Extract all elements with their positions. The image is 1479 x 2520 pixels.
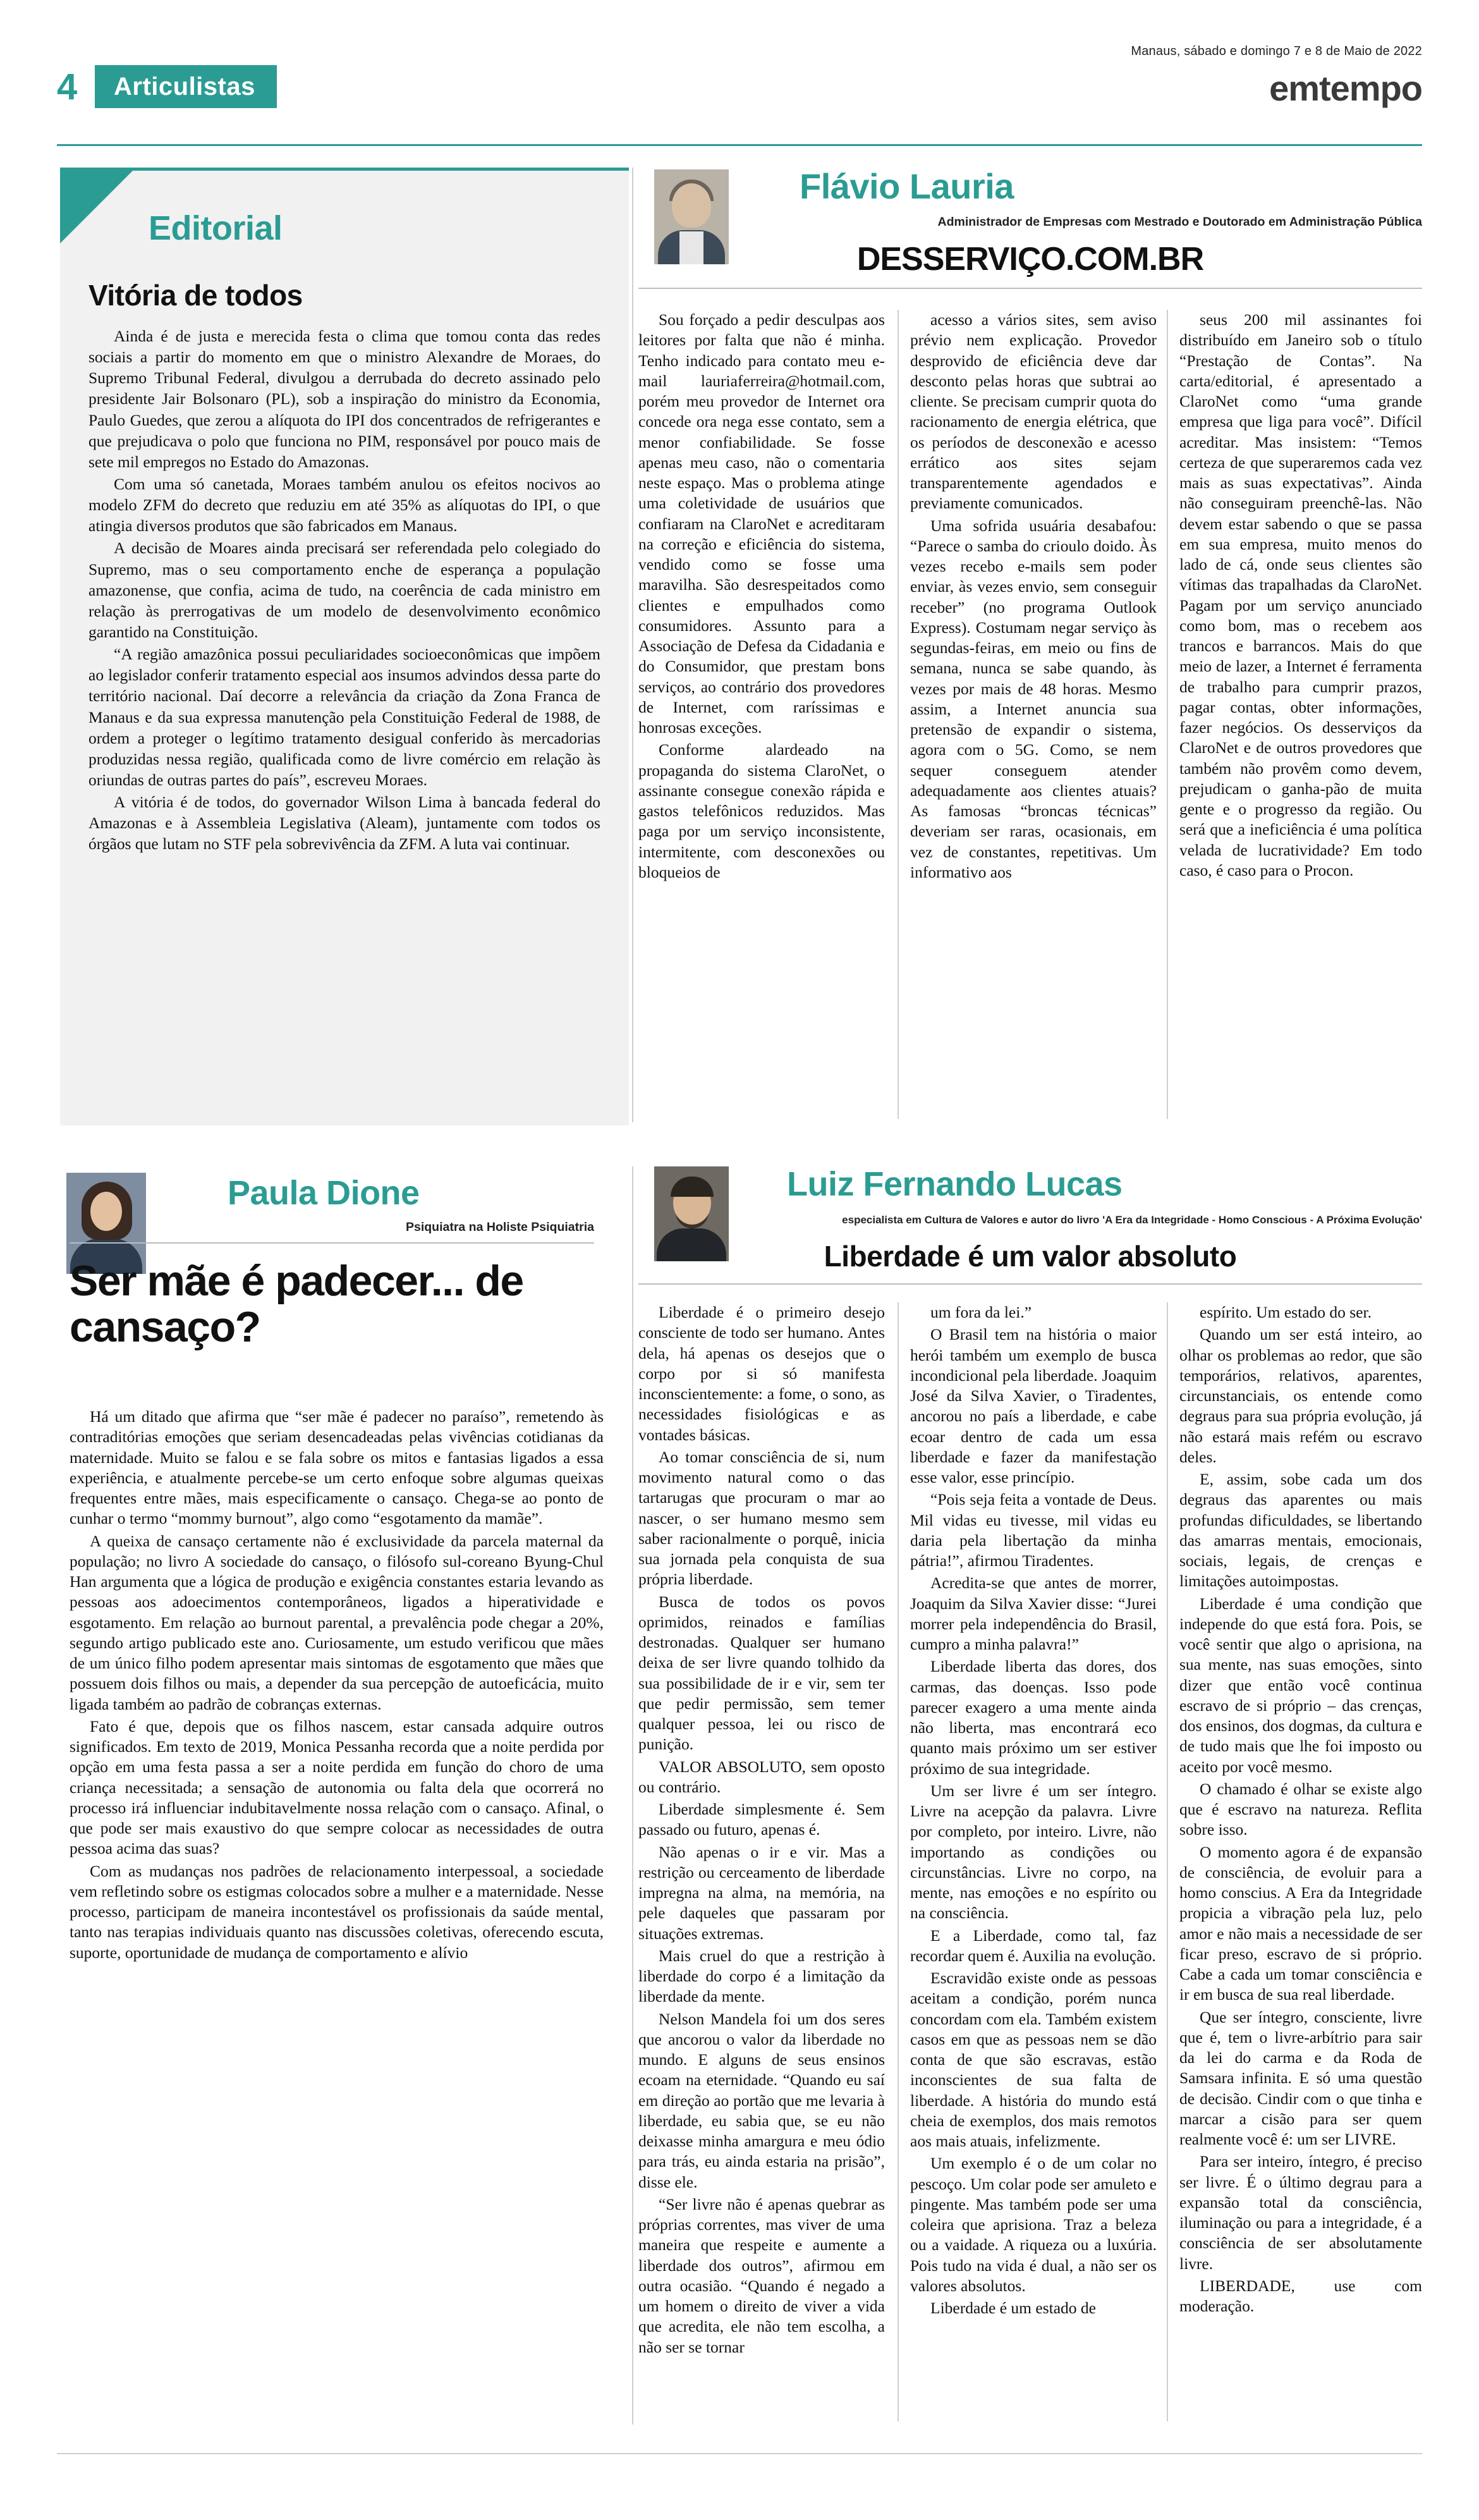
article-rule [638,288,1422,289]
paragraph: A decisão de Moares ainda precisará ser referendada pelo colegiado do Supremo, mas o seu comportamento enche de esperança a população amazonense, que confia, acima de tudo, na coerência de cada ministro em relação às prerrogativas de um modelo de desenvolvimento econômico garantido na Constituição. [88,539,600,641]
paragraph: “A região amazônica possui peculiaridades socioeconômicas que impõem ao legislador conferir tratamento especial aos insumos advindos dessa parte do território nacional. Daí decorre a relevância da criação da Zona Franca de Manaus e da sua expressa manutenção pela Constituição Federal de 1988, de ordem a proteger o legítimo tratamento desigual conferido às mercadorias produzidas nessa região, qualificada como de livre comércio em relação às oriundas de outras partes do país”, escreveu Moraes. [88,645,600,789]
paragraph: Busca de todos os povos oprimidos, reinados e famílias destronadas. Qualquer ser humano deixa de ser livre quando tolhido da sua possibilidade de ir e vir, sem ter que pedir permissão, sem temer qualquer pessoa, lei ou risco de punição. [638,1592,885,1754]
article-headline-paula: Ser mãe é padecer... de cansaço? [70,1257,523,1352]
paragraph: Quando um ser está inteiro, ao olhar os problemas ao redor, que são temporários, relativos, aparentes, circunstanciais, os entende como degraus para sua própria evolução, já não estará mais refém ou escravo deles. [1179,1325,1422,1466]
paragraph: Escravidão existe onde as pessoas aceitam a condição, porém nunca concordam com ela. Também existem casos em que as pessoas nem se dão conta de que são escravas, estão inconscientes de sua falta de liberdade. A história do mundo está cheia de exemplos, dos mais remotos aos mais atuais, infelizmente. [910,1969,1157,2150]
editorial-label: Editorial [149,209,283,247]
paragraph: Não apenas o ir e vir. Mas a restrição ou cerceamento de liberdade impregna na alma, na memória, na pele daqueles que passaram por situações extremas. [638,1842,885,1943]
article-body-paula [70,1407,604,1965]
paragraph: Sou forçado a pedir desculpas aos leitores por falta que não é minha. Tenho indicado para contato meu e-mail lauriaferreira@hotmail.com, porém meu provedor de Internet ora concede ora nega esse contato, sem a menor confiabilidade. Se fosse apenas meu caso, não o comentaria neste espaço. Mas o problema atinge uma coletividade de usuários que confiaram na ClaroNet e acreditaram na correção e eficiência do sistema, vendido como se fosse uma maravilha. São desrespeitados como clientes e empulhados como consumidores. Assunto para a Associação de Defesa da Cidadania e do Consumidor, que prestam bons serviços, ao contrário dos provedores de Internet, com raríssimas e honrosas exceções. [638,310,885,737]
paragraph: O momento agora é de expansão de consciência, de evoluir para a homo conscius. A Era da Integridade propicia a vibração pela luz, pelo amor e não mais a necessidade de ser ficar preso, escravo de si próprio. Cabe a cada um tomar consciência e ir em busca de sua real liberdade. [1179,1842,1422,2004]
paragraph: um fora da lei.” [930,1303,1032,1321]
paragraph: Com as mudanças nos padrões de relacionamento interpessoal, a sociedade vem refletindo sobre os estigmas colocados sobre a mulher e a maternidade. Nesse processo, participam de maneira incontestável os profissionais da saúde mental, tanto nas terapias individuais quanto nas discussões coletivas, oferecendo escuta, suporte, oportunidade de mudança de comportamento e alívio [70,1861,604,1962]
author-role-flavio: Administrador de Empresas com Mestrado e Doutorado em Administração Pública [937,215,1422,229]
editorial-headline: Vitória de todos [88,279,303,312]
paragraph: Liberdade liberta das dores, dos carmas, das doenças. Isso pode parecer exagero a uma mente ainda não liberta, mas encontrará eco quanto mais próximo um ser estiver próximo de sua integridade. [910,1657,1157,1778]
page-bottom-divider [57,2453,1422,2454]
section-tab: Articulistas [95,65,277,108]
paragraph: A queixa de cansaço certamente não é exclusividade da parcela maternal da população; no livro A sociedade do cansaço, o filósofo sul-coreano Byung-Chul Han argumenta que a lógica de produção e exigência constantes estaria levando as pessoas aos adoecimentos contemporâneos, ligados a hiperatividade e esgotamento. Em relação ao burnout parental, a prevalência pode chegar a 20%, segundo artigo publicado este ano. Curiosamente, um estudo verificou que mães de um único filho podem apresentar mais sintomas de esgotamento que mães que possuem dois filhos ou mais, a depender da sua percepção de autoeficácia, muito ligada também ao padrão de cobranças externas. [70,1531,604,1713]
column-divider [632,1166,633,2425]
paragraph: Liberdade é uma condição que independe do que está fora. Pois, se você sentir que algo o aprisiona, na sua mente, nas suas emoções, sinto dizer que então você continua escravo de si próprio – das crenças, dos ensinos, dos dogmas, da cultura e de tudo mais que lhe foi imposto ou aceito por você mesmo. [1179,1594,1422,1776]
article-column-3-luiz [1179,1302,1422,2318]
paragraph: Um ser livre é um ser íntegro. Livre na acepção da palavra. Livre por completo, por inteiro. Livre, não importando as condições ou circunstâncias. Livre no corpo, na mente, nas emoções e no espírito ou na consciência. [910,1781,1157,1923]
paragraph: O chamado é olhar se existe algo que é escravo na natureza. Reflita sobre isso. [1179,1779,1422,1839]
paragraph: acesso a vários sites, sem aviso prévio nem explicação. Provedor desprovido de eficiência deve dar desconto pelas horas que subtrai ao cliente. Se precisam cumprir quota do racionamento de energia elétrica, que os períodos de desconexão e acesso errático aos sites sejam transparentemente agendados e previamente comunicados. [910,310,1157,513]
article-column-1 [638,310,885,884]
paragraph: Uma sofrida usuária desabafou: “Parece o samba do crioulo doido. Às vezes recebo e-mails sem poder enviar, às vezes envio, sem conseguir receber” (no programa Outlook Express). Costumam negar serviço às segundas-feiras, em meio ou fins de semana, nunca se sabe quando, às vezes por mais de 48 horas. Mesmo assim, a Internet anuncia sua pretensão de expandir o sistema, agora com o 5G. Como, se nem sequer conseguem atender adequadamente aos clientes atuais? As famosas “broncas técnicas” deveriam ser raras, ocasionais, em vez de constantes, repetitivas. Um informativo aos [910,516,1157,881]
article-headline-luiz: Liberdade é um valor absoluto [824,1240,1237,1273]
author-role-paula: Psiquiatra na Holiste Psiquiatria [405,1220,594,1234]
author-name-flavio: Flávio Lauria [800,166,1014,206]
author-name-luiz: Luiz Fernando Lucas [787,1165,1123,1203]
masthead [57,44,1422,114]
article-column-2-luiz [910,1302,1157,2320]
paragraph: O Brasil tem na história o maior herói também um exemplo de busca incondicional pela liberdade. Joaquim José da Silva Xavier, o Tiradentes, ancorou no país a liberdade, e cabe ecoar dentro de cada um essa liberdade e fazer da manifestação esse valor, esse princípio. [910,1325,1157,1486]
paragraph: Conforme alardeado na propaganda do sistema ClaroNet, o assinante consegue conexão rápida e gastos telefônicos reduzidos. Mas paga por um serviço inconsistente, intermitente, com desconexões ou bloqueios de [638,740,885,881]
paragraph: Ao tomar consciência de si, num movimento natural como o das tartarugas que procuram o mar ao nascer, o ser humano mesmo sem saber racionalmente o porquê, inicia sua jornada pela conquista de sua própria liberdade. [638,1447,885,1589]
paragraph: Nelson Mandela foi um dos seres que ancorou o valor da liberdade no mundo. E alguns de seus ensinos ecoam na eternidade. “Quando eu saí em direção ao portão que me levaria à liberdade, eu sabia que, se eu não deixasse minha amargura e meu ódio para trás, eu ainda estaria na prisão”, disse ele. [638,2009,885,2191]
paragraph: Com uma só canetada, Moraes também anulou os efeitos nocivos ao modelo ZFM do decreto que reduziu em até 35% as alíquotas do IPI, o que atingia diversos produtos que são fabricados em Manaus. [88,474,600,535]
paragraph: Um exemplo é o de um colar no pescoço. Um colar pode ser amuleto e pingente. Mas também pode ser uma coleira que aprisiona. Traz a beleza ou a vaidade. A riqueza ou a luxúria. Pois tudo na vida é dual, a não ser os valores absolutos. [910,2154,1157,2295]
paragraph: E a Liberdade, como tal, faz recordar quem é. Auxilia na evolução. [910,1926,1157,1965]
article-headline-flavio: DESSERVIÇO.COM.BR [856,241,1204,278]
paragraph: Liberdade simplesmente é. Sem passado ou futuro, apenas é. [638,1800,885,1839]
paragraph: Liberdade é o primeiro desejo consciente de todo ser humano. Antes dela, há apenas os desejos que o corpo por si só manifesta inconscientemente: a fome, o sono, as necessidades fisiológicas e as vontades básicas. [638,1303,885,1444]
paragraph: seus 200 mil assinantes foi distribuído em Janeiro sob o título “Prestação de Contas”. Na carta/editorial, é apresentado a ClaroNet como “uma grande empresa que liga para você”. Difícil acreditar. Mas insistem: “Temos certeza de que superaremos cada vez mais as suas expectativas”. Ainda não conseguiram preenchê-las. Não devem estar sabendo o que se passa em sua empresa, muito menos do lado de cá, onde seus clientes são vítimas das trapalhadas da ClaroNet. Pagam por um serviço anunciado como bom, mas o recebem aos trancos e barrancos. Mais do que meio de lazer, a Internet é ferramenta de trabalho para cumprir prazos, pagar contas, obter informações, fazer negócios. Os desserviços da ClaroNet e de outros provedores que também não provêm como devem, prejudicam o ganha-pão de muita gente e o progresso da região. Ou será que a ineficiência é uma política velada de lucratividade? Em todo caso, é caso para o Procon. [1179,310,1422,879]
paragraph: espírito. Um estado do ser. [1200,1303,1372,1321]
paragraph: Liberdade é um estado de [930,2299,1096,2317]
brand-logo: emtempo [1269,68,1422,108]
paragraph: A vitória é de todos, do governador Wilson Lima à bancada federal do Amazonas e à Assembleia Legislativa (Aleam), juntamente com todos os órgãos que lutam no STF pela sobrevivência da ZFM. A luta vai continuar. [88,793,600,853]
page-number: 4 [57,66,78,107]
masthead-bar [57,65,1422,114]
paragraph: Fato é que, depois que os filhos nascem, estar cansada adquire outros significados. Em texto de 2019, Monica Pessanha recorda que a noite perdida por opção em uma festa passa a ser a noite perdida em função do choro de uma criança necessitada; a sensação de autonomia ou falta dela que ocorrerá no processo irá influenciar indubitavelmente nossa relação com o cansaço. Afinal, o que pode ser mais exaustivo do que sempre colocar as necessidades de outra pessoa acima das suas? [70,1716,604,1858]
column-divider [632,168,633,1122]
column-divider [1167,1302,1168,2421]
paragraph: LIBERDADE, use com moderação. [1179,2276,1422,2315]
paragraph: VALOR ABSOLUTO, sem oposto ou contrário. [638,1757,885,1796]
editorial-body [88,326,600,856]
paragraph: E, assim, sobe cada um dos degraus das aparentes ou mais profundas dificuldades, se libertando das amarras mentais, emocionais, sociais, legais, de crenças e limitações autoimpostas. [1179,1470,1422,1591]
column-divider [898,310,899,1119]
article-column-2 [910,310,1157,884]
article-rule [638,1283,1422,1285]
paragraph: “Ser livre não é apenas quebrar as próprias correntes, mas viver de uma maneira que respeite e aumente a liberdade dos outros”, afirmou em outra ocasião. “Quando é negado a um homem o direito de viver a vida que acredita, ele não tem escolha, a não ser se tornar [638,2194,885,2356]
author-role-luiz: especialista em Cultura de Valores e autor do livro 'A Era da Integridade - Homo Conscious - A Próxima Evolução' [842,1214,1422,1226]
paragraph: Que ser íntegro, consciente, livre que é, tem o livre-arbítrio para sair da lei do carma e da Roda de Samsara infinita. E só uma questão de decisão. Cindir com o que tinha e marcar a cisão para ser quem realmente você é: um ser LIVRE. [1179,2007,1422,2148]
paragraph: Mais cruel do que a restrição à liberdade do corpo é a limitação da liberdade da mente. [638,1946,885,2006]
paragraph: Há um ditado que afirma que “ser mãe é padecer no paraíso”, remetendo às contraditórias emoções que seriam desencadeadas pelas vivências cotidianas da maternidade. Muito se falou e se fala sobre os mitos e fantasias ligados a essa experiência, e atualmente percebe-se um certo enfoque sobre algumas queixas frequentes entre mães, mais especificamente o cansaço. Chega-se ao ponto de cunhar o termo “mommy burnout”, algo como “esgotamento da mamãe”. [70,1407,604,1528]
column-divider [898,1302,899,2421]
masthead-divider [57,144,1422,146]
article-rule [70,1242,594,1244]
paragraph: Acredita-se que antes de morrer, Joaquim da Silva Xavier disse: “Jurei morrer pela independência do Brasil, cumpro a minha palavra!” [910,1574,1157,1653]
column-divider [1167,310,1168,1119]
issue-date: Manaus, sábado e domingo 7 e 8 de Maio de 2022 [1131,44,1422,58]
paragraph: Para ser inteiro, íntegro, é preciso ser livre. É o último degrau para a expansão total da consciência, iluminação ou para a integridade, é a consciência de ser absolutamente livre. [1179,2152,1422,2273]
paragraph: Ainda é de justa e merecida festa o clima que tomou conta das redes sociais a partir do momento em que o ministro Alexandre de Moraes, do Supremo Tribunal Federal, divulgou a derrubada do decreto assinado pelo presidente Jair Bolsonaro (PL), sob a inspiração do ministro da Economia, Paulo Guedes, que zerou a alíquota do IPI dos concentrados de refrigerantes e que prejudicava o polo que funciona no PIM, responsável por pouco mais de sete mil empregos no Estado do Amazonas. [88,327,600,471]
article-column-3 [1179,310,1422,883]
author-name-paula: Paula Dione [228,1174,420,1212]
article-column-1-luiz [638,1302,885,2359]
paragraph: “Pois seja feita a vontade de Deus. Mil vidas eu tivesse, mil vidas eu daria pela libertação da minha pátria!”, afirmou Tiradentes. [910,1490,1157,1570]
